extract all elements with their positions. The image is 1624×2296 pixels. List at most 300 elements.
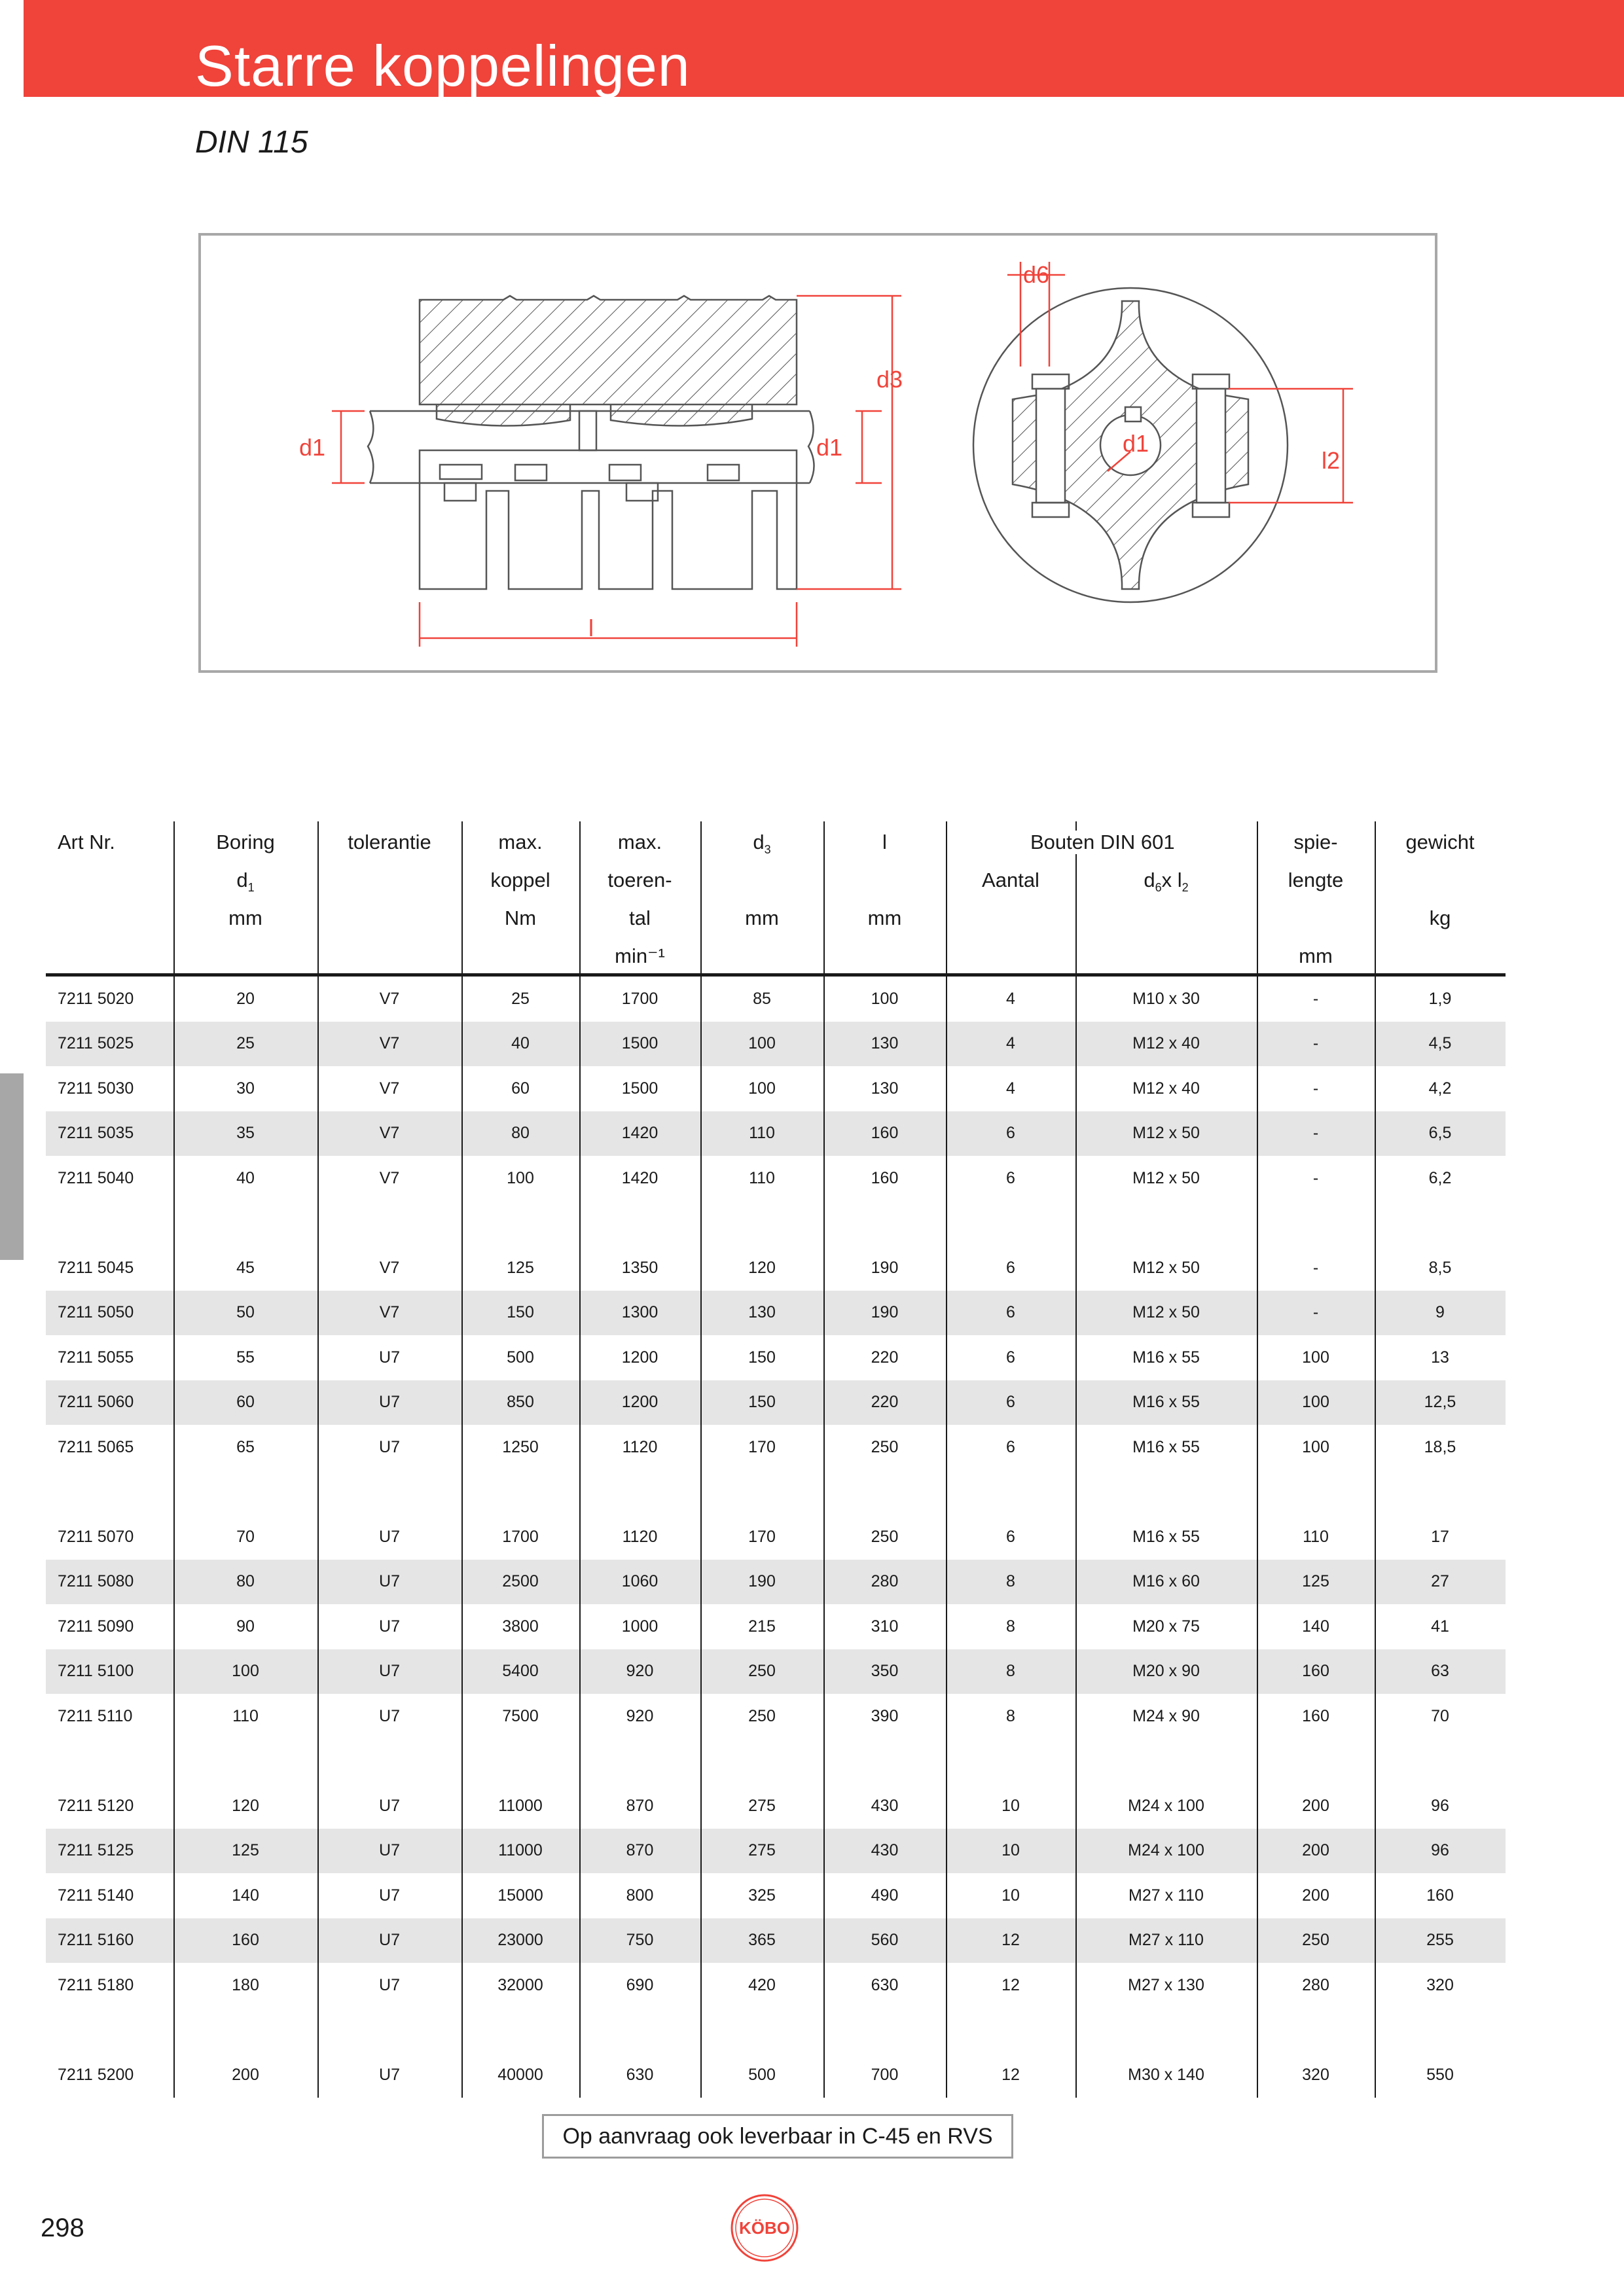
table-group-spacer xyxy=(46,2008,1506,2053)
table-cell: 7211 5090 xyxy=(58,1617,134,1636)
table-cell: 1300 xyxy=(621,1303,659,1322)
table-cell: 100 xyxy=(507,1168,534,1187)
table-cell: 80 xyxy=(236,1572,255,1591)
coupling-lower-half xyxy=(420,450,797,589)
table-cell: 250 xyxy=(748,1706,776,1725)
table-cell: 60 xyxy=(236,1393,255,1412)
col-header-toerental-2: toeren- xyxy=(607,869,672,891)
table-cell: 4,5 xyxy=(1428,1034,1452,1053)
table-cell: 6 xyxy=(1006,1527,1015,1546)
table-cell: 63 xyxy=(1431,1662,1449,1681)
table-cell: - xyxy=(1312,1034,1319,1053)
table-cell: 6 xyxy=(1006,1393,1015,1412)
table-cell: V7 xyxy=(379,989,400,1008)
table-cell: M16 x 55 xyxy=(1132,1527,1200,1546)
table-cell: M16 x 55 xyxy=(1132,1348,1200,1367)
table-cell: 320 xyxy=(1302,2065,1329,2084)
table-cell: 7211 5080 xyxy=(58,1572,134,1591)
table-cell: 7211 5020 xyxy=(58,989,134,1008)
table-row xyxy=(46,1560,1506,1605)
table-cell: 1700 xyxy=(621,989,659,1008)
table-cell: M20 x 75 xyxy=(1132,1617,1200,1636)
label-l: l xyxy=(588,615,594,641)
table-cell: 85 xyxy=(753,989,771,1008)
table-row xyxy=(46,1604,1506,1649)
table-cell: 125 xyxy=(507,1258,534,1277)
table-cell: 12 xyxy=(1001,1931,1020,1950)
table-cell: 8,5 xyxy=(1428,1258,1452,1277)
table-cell: 190 xyxy=(748,1572,776,1591)
table-cell: 100 xyxy=(748,1034,776,1053)
table-cell: U7 xyxy=(379,1886,400,1905)
page-subtitle: DIN 115 xyxy=(195,125,308,160)
table-cell: 11000 xyxy=(498,1796,543,1815)
table-cell: 4,2 xyxy=(1428,1079,1452,1098)
table-cell: 275 xyxy=(748,1796,776,1815)
table-cell: V7 xyxy=(379,1034,400,1053)
table-cell: 1200 xyxy=(621,1348,659,1367)
col-header-spielengte-2: lengte xyxy=(1288,869,1344,891)
table-cell: 280 xyxy=(1302,1975,1329,1994)
table-cell: M12 x 40 xyxy=(1132,1079,1200,1098)
logo-text: KÖBO xyxy=(739,2218,790,2238)
label-d3: d3 xyxy=(876,366,903,393)
col-header-l-unit: mm xyxy=(867,906,902,929)
table-cell: U7 xyxy=(379,2065,400,2084)
table-cell: M12 x 50 xyxy=(1132,1303,1200,1322)
label-d6: d6 xyxy=(1023,261,1050,288)
label-d1-left: d1 xyxy=(299,434,326,461)
table-cell: 560 xyxy=(871,1931,899,1950)
table-cell: 11000 xyxy=(498,1841,543,1860)
table-cell: 6 xyxy=(1006,1258,1015,1277)
table-cell: 700 xyxy=(871,2065,899,2084)
col-header-koppel: max. xyxy=(498,831,543,853)
page-title: Starre koppelingen xyxy=(195,33,691,98)
table-cell: 690 xyxy=(626,1975,654,1994)
table-cell: M27 x 110 xyxy=(1128,1931,1204,1950)
table-cell: 1,9 xyxy=(1428,989,1452,1008)
table-cell: 130 xyxy=(748,1303,776,1322)
table-cell: M24 x 90 xyxy=(1132,1706,1200,1725)
table-cell: 160 xyxy=(871,1124,899,1143)
table-cell: 250 xyxy=(871,1437,899,1456)
table-cell: M10 x 30 xyxy=(1132,989,1200,1008)
table-row xyxy=(46,1156,1506,1201)
table-cell: 1200 xyxy=(621,1393,659,1412)
table-cell: U7 xyxy=(379,1841,400,1860)
table-cell: 100 xyxy=(748,1079,776,1098)
table-cell: 1500 xyxy=(621,1034,659,1053)
table-cell: 6 xyxy=(1006,1437,1015,1456)
table-cell: 1500 xyxy=(621,1079,659,1098)
table-cell: 220 xyxy=(871,1393,899,1412)
table-row xyxy=(46,1335,1506,1380)
table-cell: 12,5 xyxy=(1424,1393,1456,1412)
technical-drawing xyxy=(198,233,1437,673)
table-cell: 23000 xyxy=(497,1931,543,1950)
table-cell: 150 xyxy=(748,1393,776,1412)
table-cell: 870 xyxy=(626,1841,654,1860)
col-header-d3-unit: mm xyxy=(745,906,779,929)
table-cell: V7 xyxy=(379,1303,400,1322)
table-cell: 160 xyxy=(1426,1886,1454,1905)
table-cell: 7211 5035 xyxy=(58,1124,134,1143)
table-cell: 10 xyxy=(1001,1796,1020,1815)
table-cell: 125 xyxy=(1302,1572,1329,1591)
table-cell: 100 xyxy=(1302,1393,1329,1412)
table-row xyxy=(46,1291,1506,1336)
table-cell: 200 xyxy=(232,2065,259,2084)
table-cell: 10 xyxy=(1001,1841,1020,1860)
table-cell: 30 xyxy=(236,1079,255,1098)
col-header-bolt-size: $d_6x$ $l_2$ xyxy=(1144,869,1189,895)
table-cell: 7211 5050 xyxy=(58,1303,134,1322)
col-header-boring-unit: mm xyxy=(228,906,262,929)
table-cell: 45 xyxy=(236,1258,255,1277)
table-cell: U7 xyxy=(379,1706,400,1725)
table-cell: 110 xyxy=(749,1124,775,1143)
table-cell: 20 xyxy=(236,989,255,1008)
table-cell: 8 xyxy=(1006,1706,1015,1725)
table-cell: 5400 xyxy=(502,1662,539,1681)
table-cell: 500 xyxy=(748,2065,776,2084)
table-cell: 365 xyxy=(748,1931,776,1950)
table-cell: 100 xyxy=(1302,1437,1329,1456)
table-cell: 7211 5025 xyxy=(58,1034,134,1053)
table-row xyxy=(46,1829,1506,1874)
table-cell: 750 xyxy=(626,1931,654,1950)
table-cell: U7 xyxy=(379,1393,400,1412)
table-cell: 255 xyxy=(1426,1931,1454,1950)
table-cell: 390 xyxy=(871,1706,899,1725)
table-cell: 100 xyxy=(871,989,899,1008)
col-header-spielengte: spie- xyxy=(1293,831,1338,853)
table-cell: M16 x 60 xyxy=(1132,1572,1200,1591)
col-header-aantal: Aantal xyxy=(982,869,1039,891)
table-cell: 420 xyxy=(748,1975,776,1994)
table-cell: 4 xyxy=(1006,1034,1015,1053)
table-cell: 250 xyxy=(871,1527,899,1546)
table-cell: 13 xyxy=(1431,1348,1449,1367)
table-cell: 550 xyxy=(1426,2065,1454,2084)
table-cell: 4 xyxy=(1006,1079,1015,1098)
table-cell: 6 xyxy=(1006,1348,1015,1367)
table-cell: - xyxy=(1312,1124,1319,1143)
table-cell: 110 xyxy=(749,1168,775,1187)
table-cell: U7 xyxy=(379,1437,400,1456)
table-group-spacer xyxy=(46,1201,1506,1246)
table-cell: 25 xyxy=(511,989,530,1008)
table-cell: M30 x 140 xyxy=(1128,2065,1204,2084)
table-cell: 40 xyxy=(511,1034,530,1053)
table-row xyxy=(46,1111,1506,1157)
label-d1-mid: d1 xyxy=(816,434,843,461)
table-cell: 280 xyxy=(871,1572,899,1591)
col-header-d3: $d_3$ xyxy=(753,831,771,857)
table-cell: M12 x 40 xyxy=(1132,1034,1200,1053)
table-cell: - xyxy=(1312,1258,1319,1277)
table-cell: 41 xyxy=(1431,1617,1449,1636)
table-cell: M16 x 55 xyxy=(1132,1437,1200,1456)
table-cell: 8 xyxy=(1006,1662,1015,1681)
table-cell: 1420 xyxy=(621,1124,659,1143)
table-cell: 120 xyxy=(748,1258,776,1277)
table-cell: 9 xyxy=(1435,1303,1445,1322)
table-cell: 65 xyxy=(236,1437,255,1456)
table-cell: 200 xyxy=(1302,1796,1329,1815)
table-cell: 40 xyxy=(236,1168,255,1187)
table-cell: M20 x 90 xyxy=(1132,1662,1200,1681)
table-cell: 15000 xyxy=(497,1886,543,1905)
table-cell: 7211 5180 xyxy=(58,1975,134,1994)
table-row xyxy=(46,1425,1506,1470)
table-cell: M27 x 110 xyxy=(1128,1886,1204,1905)
table-cell: M12 x 50 xyxy=(1132,1168,1200,1187)
col-header-toerental-unit: min⁻¹ xyxy=(615,944,665,967)
table-row xyxy=(46,1066,1506,1111)
table-cell: 7211 5125 xyxy=(58,1841,134,1860)
table-cell: 430 xyxy=(871,1841,899,1860)
side-tab-marker xyxy=(0,1073,24,1260)
table-cell: - xyxy=(1312,1168,1319,1187)
table-cell: M16 x 55 xyxy=(1132,1393,1200,1412)
table-cell: 27 xyxy=(1431,1572,1449,1591)
coupling-drawing-svg xyxy=(201,236,1435,670)
table-cell: 490 xyxy=(871,1886,899,1905)
table-cell: 150 xyxy=(748,1348,776,1367)
table-cell: 70 xyxy=(1431,1706,1449,1725)
table-cell: U7 xyxy=(379,1796,400,1815)
table-cell: 7211 5045 xyxy=(58,1258,134,1277)
col-header-gewicht-unit: kg xyxy=(1429,906,1451,929)
table-cell: 6 xyxy=(1006,1124,1015,1143)
table-cell: 7211 5200 xyxy=(58,2065,134,2084)
kobo-logo xyxy=(730,2193,799,2263)
table-row xyxy=(46,1873,1506,1918)
table-cell: 160 xyxy=(1302,1706,1329,1725)
table-row xyxy=(46,2053,1506,2098)
table-cell: 18,5 xyxy=(1424,1437,1456,1456)
table-cell: M27 x 130 xyxy=(1128,1975,1204,1994)
table-header xyxy=(46,821,1506,977)
table-row xyxy=(46,1963,1506,2008)
table-cell: 110 xyxy=(232,1706,259,1725)
table-row xyxy=(46,1784,1506,1829)
table-cell: 310 xyxy=(871,1617,899,1636)
table-cell: 6 xyxy=(1006,1168,1015,1187)
table-cell: 7211 5065 xyxy=(58,1437,134,1456)
table-cell: 180 xyxy=(232,1975,259,1994)
table-cell: U7 xyxy=(379,1662,400,1681)
table-cell: 1350 xyxy=(621,1258,659,1277)
table-cell: 130 xyxy=(871,1079,899,1098)
table-cell: V7 xyxy=(379,1124,400,1143)
table-cell: 32000 xyxy=(497,1975,543,1994)
col-header-toerental: max. xyxy=(617,831,662,853)
table-cell: 7211 5110 xyxy=(58,1706,133,1725)
table-cell: 3800 xyxy=(502,1617,539,1636)
table-cell: 500 xyxy=(507,1348,534,1367)
table-cell: 10 xyxy=(1001,1886,1020,1905)
table-cell: 8 xyxy=(1006,1617,1015,1636)
table-cell: U7 xyxy=(379,1617,400,1636)
table-cell: 160 xyxy=(1302,1662,1329,1681)
table-cell: 630 xyxy=(871,1975,899,1994)
table-cell: 430 xyxy=(871,1796,899,1815)
col-header-boring-sym: $d_1$ xyxy=(236,869,255,895)
table-cell: U7 xyxy=(379,1348,400,1367)
table-cell: 1700 xyxy=(502,1527,539,1546)
col-header-tolerantie: tolerantie xyxy=(348,831,431,853)
table-cell: 6,2 xyxy=(1428,1168,1452,1187)
table-row xyxy=(46,1515,1506,1560)
table-cell: 1000 xyxy=(621,1617,659,1636)
table-cell: 870 xyxy=(626,1796,654,1815)
table-cell: - xyxy=(1312,989,1319,1008)
table-cell: 100 xyxy=(1302,1348,1329,1367)
table-cell: 7211 5120 xyxy=(58,1796,134,1815)
table-cell: 60 xyxy=(511,1079,530,1098)
col-header-koppel-unit: Nm xyxy=(504,906,537,929)
page-number: 298 xyxy=(41,2214,84,2242)
table-cell: 1250 xyxy=(502,1437,539,1456)
table-cell: 7211 5060 xyxy=(58,1393,134,1412)
table-cell: 120 xyxy=(232,1796,259,1815)
product-table xyxy=(46,821,1506,2098)
table-cell: 920 xyxy=(626,1662,654,1681)
col-header-toerental-3: tal xyxy=(629,906,651,929)
table-cell: 1120 xyxy=(622,1437,658,1456)
table-cell: 96 xyxy=(1431,1841,1449,1860)
col-header-boring: Boring xyxy=(216,831,275,853)
table-cell: 17 xyxy=(1431,1527,1449,1546)
table-cell: U7 xyxy=(379,1527,400,1546)
table-cell: 50 xyxy=(236,1303,255,1322)
col-header-spielengte-unit: mm xyxy=(1299,944,1333,967)
availability-note: Op aanvraag ook leverbaar in C-45 en RVS xyxy=(542,2114,1013,2159)
table-cell: 12 xyxy=(1001,1975,1020,1994)
table-cell: 7211 5100 xyxy=(58,1662,134,1681)
table-cell: 6,5 xyxy=(1428,1124,1452,1143)
table-cell: 7211 5070 xyxy=(58,1527,134,1546)
table-cell: 275 xyxy=(748,1841,776,1860)
table-cell: 190 xyxy=(871,1303,899,1322)
table-cell: M24 x 100 xyxy=(1128,1841,1204,1860)
table-cell: - xyxy=(1312,1079,1319,1098)
label-l2: l2 xyxy=(1322,447,1341,474)
table-cell: 200 xyxy=(1302,1841,1329,1860)
table-cell: 7500 xyxy=(502,1706,539,1725)
table-cell: 90 xyxy=(236,1617,255,1636)
table-cell: 170 xyxy=(748,1437,776,1456)
table-cell: 7211 5055 xyxy=(58,1348,134,1367)
table-cell: 130 xyxy=(871,1034,899,1053)
table-cell: 12 xyxy=(1001,2065,1020,2084)
label-d1-hub: d1 xyxy=(1123,430,1149,457)
table-cell: M12 x 50 xyxy=(1132,1124,1200,1143)
table-cell: V7 xyxy=(379,1079,400,1098)
table-cell: 215 xyxy=(748,1617,776,1636)
table-cell: 190 xyxy=(871,1258,899,1277)
table-cell: 8 xyxy=(1006,1572,1015,1591)
col-header-koppel-2: koppel xyxy=(490,869,550,891)
table-cell: 1120 xyxy=(622,1527,658,1546)
table-cell: 350 xyxy=(871,1662,899,1681)
table-body xyxy=(46,977,1506,2098)
table-cell: M24 x 100 xyxy=(1128,1796,1204,1815)
col-header-gewicht: gewicht xyxy=(1405,831,1475,853)
table-cell: 35 xyxy=(236,1124,255,1143)
table-cell: U7 xyxy=(379,1572,400,1591)
table-cell: 55 xyxy=(236,1348,255,1367)
table-cell: 200 xyxy=(1302,1886,1329,1905)
table-cell: - xyxy=(1312,1303,1319,1322)
table-cell: 920 xyxy=(626,1706,654,1725)
table-cell: 250 xyxy=(748,1662,776,1681)
col-header-l: l xyxy=(882,831,887,853)
table-cell: 630 xyxy=(626,2065,654,2084)
table-cell: U7 xyxy=(379,1931,400,1950)
table-cell: 800 xyxy=(626,1886,654,1905)
table-cell: 1060 xyxy=(621,1572,659,1591)
table-cell: 7211 5140 xyxy=(58,1886,134,1905)
table-cell: M12 x 50 xyxy=(1132,1258,1200,1277)
table-group-spacer xyxy=(46,1470,1506,1515)
table-row xyxy=(46,1022,1506,1067)
table-cell: 140 xyxy=(1302,1617,1329,1636)
table-cell: 7211 5030 xyxy=(58,1079,134,1098)
coupling-upper-half xyxy=(420,296,797,404)
table-row xyxy=(46,1918,1506,1964)
table-group-spacer xyxy=(46,1739,1506,1784)
table-row xyxy=(46,1694,1506,1739)
table-cell: 4 xyxy=(1006,989,1015,1008)
table-cell: 6 xyxy=(1006,1303,1015,1322)
table-row xyxy=(46,977,1506,1022)
table-cell: 170 xyxy=(748,1527,776,1546)
table-cell: 40000 xyxy=(497,2065,543,2084)
table-cell: U7 xyxy=(379,1975,400,1994)
table-cell: 125 xyxy=(232,1841,259,1860)
table-cell: 160 xyxy=(871,1168,899,1187)
table-cell: 160 xyxy=(232,1931,259,1950)
table-cell: V7 xyxy=(379,1258,400,1277)
table-cell: 1420 xyxy=(621,1168,659,1187)
table-cell: 150 xyxy=(507,1303,534,1322)
table-cell: 7211 5040 xyxy=(58,1168,134,1187)
table-cell: 220 xyxy=(871,1348,899,1367)
table-cell: 80 xyxy=(511,1124,530,1143)
table-row xyxy=(46,1380,1506,1426)
table-cell: 325 xyxy=(748,1886,776,1905)
table-row xyxy=(46,1649,1506,1695)
col-header-bouten: Bouten DIN 601 xyxy=(1028,831,1178,854)
table-cell: 2500 xyxy=(502,1572,539,1591)
col-header-art-nr: Art Nr. xyxy=(58,831,115,853)
table-cell: 110 xyxy=(1303,1527,1329,1546)
table-cell: 25 xyxy=(236,1034,255,1053)
table-cell: 100 xyxy=(232,1662,259,1681)
table-cell: 320 xyxy=(1426,1975,1454,1994)
table-cell: 70 xyxy=(236,1527,255,1546)
table-cell: V7 xyxy=(379,1168,400,1187)
table-row xyxy=(46,1246,1506,1291)
table-cell: 96 xyxy=(1431,1796,1449,1815)
table-cell: 850 xyxy=(507,1393,534,1412)
table-cell: 140 xyxy=(232,1886,259,1905)
table-cell: 7211 5160 xyxy=(58,1931,134,1950)
